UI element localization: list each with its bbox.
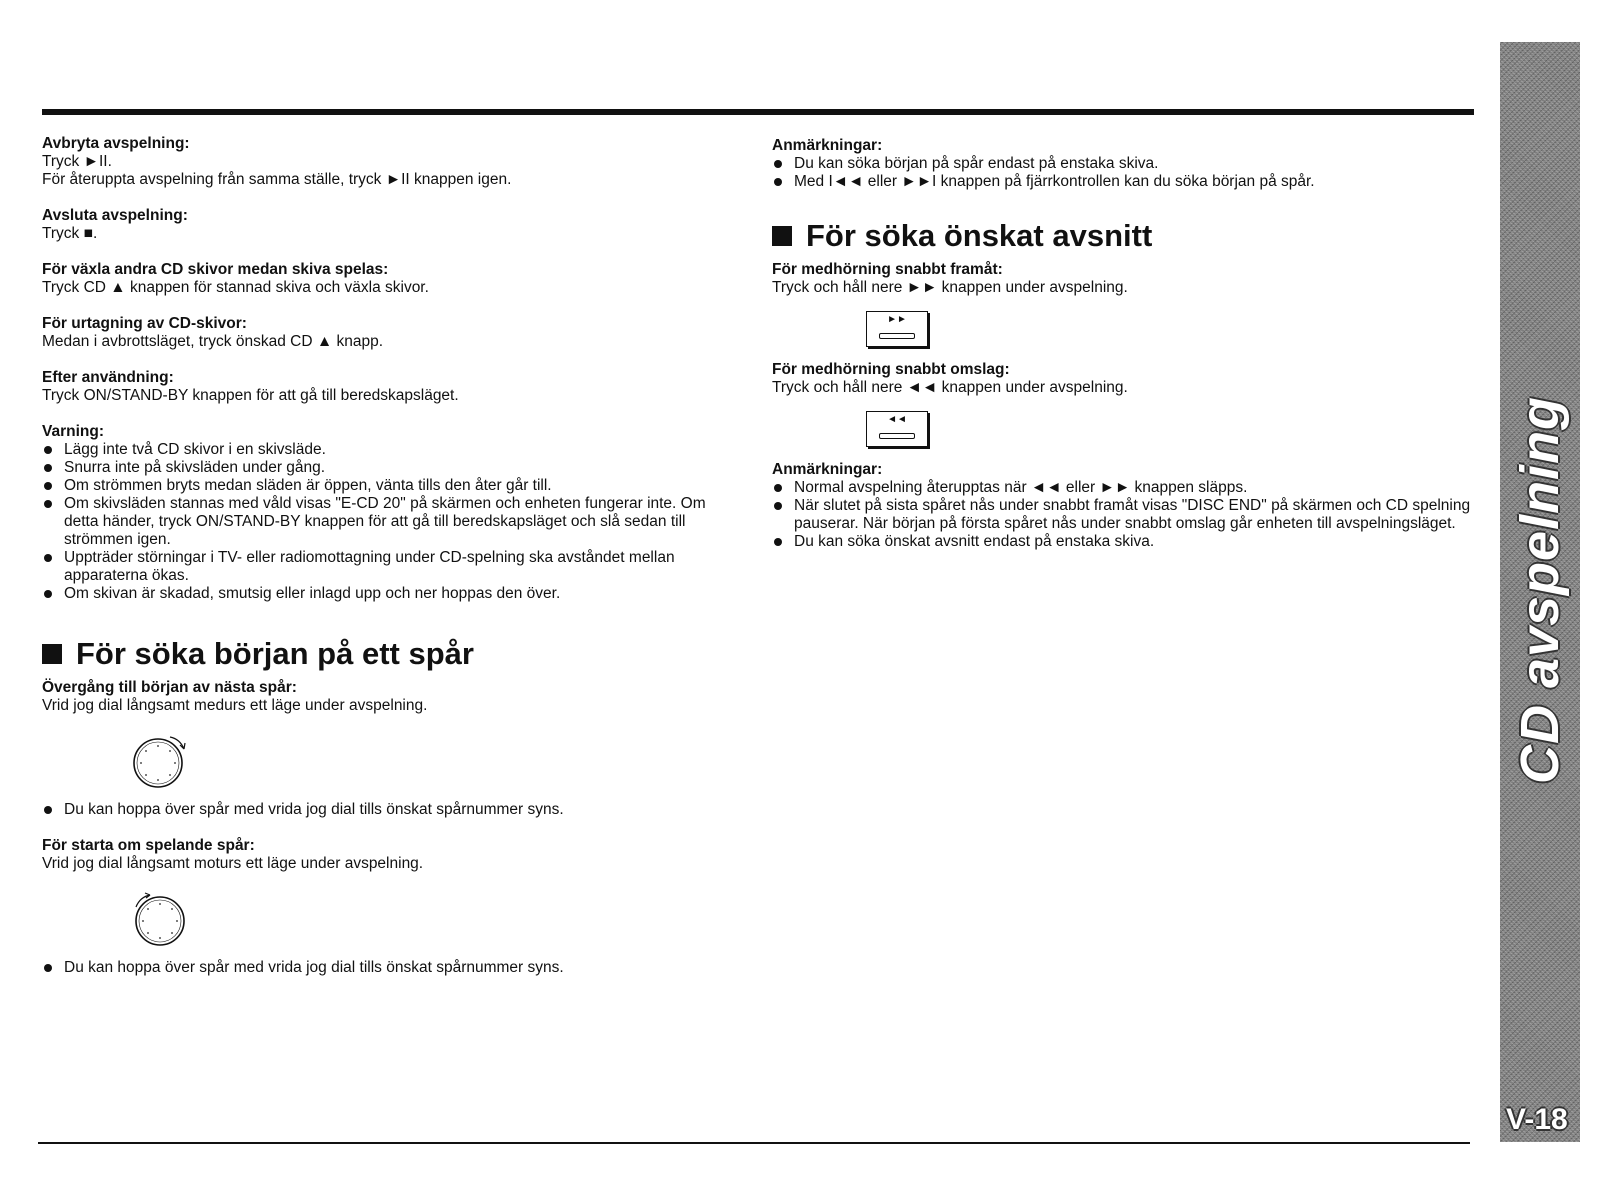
rewind-button-icon bbox=[866, 411, 928, 447]
block-stop bbox=[42, 207, 742, 243]
notes-heading: Anmärkningar: bbox=[772, 137, 883, 154]
warning-heading: Varning: bbox=[42, 423, 105, 440]
bottom-rule bbox=[38, 1142, 1470, 1144]
block-heading: Avbryta avspelning: bbox=[42, 135, 190, 152]
block-pause bbox=[42, 135, 742, 189]
list-item: Om skivsläden stannas med våld visas "E-CD 20" på skärmen och enheten fungerar inte. Om detta händer, tryck ON/STAND-BY knappen för att gå till beredskapsläget och slå sedan till strömmen igen. bbox=[42, 495, 742, 549]
button-bar bbox=[879, 333, 915, 339]
fast-forward-text: Tryck och håll nere ►► knappen under avspelning. bbox=[772, 279, 1128, 296]
list-item: Du kan söka önskat avsnitt endast på enstaka skiva. bbox=[772, 533, 1472, 551]
block-heading: För urtagning av CD-skivor: bbox=[42, 315, 247, 332]
section-title-track-search bbox=[42, 635, 742, 673]
jog-dial-clockwise-icon bbox=[130, 727, 190, 791]
button-bar bbox=[879, 433, 915, 439]
fast-forward-button-icon bbox=[866, 311, 928, 347]
right-column bbox=[772, 137, 1472, 569]
block-line: Tryck ON/STAND-BY knappen för att gå till beredskapsläget. bbox=[42, 387, 459, 404]
left-column bbox=[42, 135, 742, 977]
list-item: Med I◄◄ eller ►►I knappen på fjärrkontrollen kan du söka början på spår. bbox=[772, 173, 1472, 191]
section-title-text: För söka önskat avsnitt bbox=[806, 218, 1153, 253]
list-item: Uppträder störningar i TV- eller radiomottagning under CD-spelning ska avståndet mellan apparaterna ökas. bbox=[42, 549, 742, 585]
block-line: Medan i avbrottsläget, tryck önskad CD ▲ knapp. bbox=[42, 333, 383, 350]
notes-heading: Anmärkningar: bbox=[772, 461, 883, 478]
block-line: Tryck ■. bbox=[42, 225, 98, 242]
side-tab-title bbox=[1505, 390, 1575, 790]
notes-block-2 bbox=[772, 461, 1472, 551]
next-track-heading: Övergång till början av nästa spår: bbox=[42, 679, 297, 696]
warning-list bbox=[42, 441, 742, 603]
list-item: Normal avspelning återupptas när ◄◄ eller ►► knappen släpps. bbox=[772, 479, 1472, 497]
fast-forward-symbol: ►► bbox=[887, 314, 907, 325]
list-item: Snurra inte på skivsläden under gång. bbox=[42, 459, 742, 477]
block-line: Tryck CD ▲ knappen för stannad skiva och växla skivor. bbox=[42, 279, 429, 296]
block-heading: För växla andra CD skivor medan skiva spelas: bbox=[42, 261, 389, 278]
fast-forward-heading: För medhörning snabbt framåt: bbox=[772, 261, 1003, 278]
block-line: För återuppta avspelning från samma ställe, tryck ►II knappen igen. bbox=[42, 171, 512, 188]
list-item: Lägg inte två CD skivor i en skivsläde. bbox=[42, 441, 742, 459]
block-heading: Avsluta avspelning: bbox=[42, 207, 188, 224]
list-item: Om strömmen bryts medan släden är öppen, vänta tills den åter går till. bbox=[42, 477, 742, 495]
list-item: När slutet på sista spåret nås under snabbt framåt visas "DISC END" på skärmen och CD spelning pauserar. När början på första spåret nås under snabbt omslag går enheten till avspelningsläget. bbox=[772, 497, 1472, 533]
list-item: Om skivan är skadad, smutsig eller inlagd upp och ner hoppas den över. bbox=[42, 585, 742, 603]
notes-block-1 bbox=[772, 137, 1472, 191]
next-track-note bbox=[42, 801, 742, 819]
list-item: Du kan hoppa över spår med vrida jog dial tills önskat spårnummer syns. bbox=[42, 959, 742, 977]
restart-track-text: Vrid jog dial långsamt moturs ett läge under avspelning. bbox=[42, 855, 424, 872]
notes-list bbox=[772, 155, 1472, 191]
section-title-search bbox=[772, 217, 1472, 255]
notes-list bbox=[772, 479, 1472, 551]
restart-track-heading: För starta om spelande spår: bbox=[42, 837, 255, 854]
jog-dial-counterclockwise-icon bbox=[130, 885, 190, 949]
square-bullet-icon bbox=[42, 644, 62, 664]
block-after-use bbox=[42, 369, 742, 405]
rewind-text: Tryck och håll nere ◄◄ knappen under avspelning. bbox=[772, 379, 1128, 396]
next-track-text: Vrid jog dial långsamt medurs ett läge under avspelning. bbox=[42, 697, 428, 714]
list-item: Du kan söka början på spår endast på enstaka skiva. bbox=[772, 155, 1472, 173]
block-line: Tryck ►II. bbox=[42, 153, 112, 170]
block-remove-disc bbox=[42, 315, 742, 351]
warning-block bbox=[42, 423, 742, 603]
block-change-disc bbox=[42, 261, 742, 297]
page-number: V-18 bbox=[1506, 1103, 1568, 1136]
top-rule bbox=[42, 109, 1474, 115]
side-tab-title-text: CD avspelning bbox=[1510, 395, 1571, 785]
list-item: Du kan hoppa över spår med vrida jog dial tills önskat spårnummer syns. bbox=[42, 801, 742, 819]
section-title-text: För söka början på ett spår bbox=[76, 636, 474, 671]
restart-track-note bbox=[42, 959, 742, 977]
rewind-symbol: ◄◄ bbox=[887, 414, 907, 425]
square-bullet-icon bbox=[772, 226, 792, 246]
block-heading: Efter användning: bbox=[42, 369, 174, 386]
rewind-heading: För medhörning snabbt omslag: bbox=[772, 361, 1010, 378]
